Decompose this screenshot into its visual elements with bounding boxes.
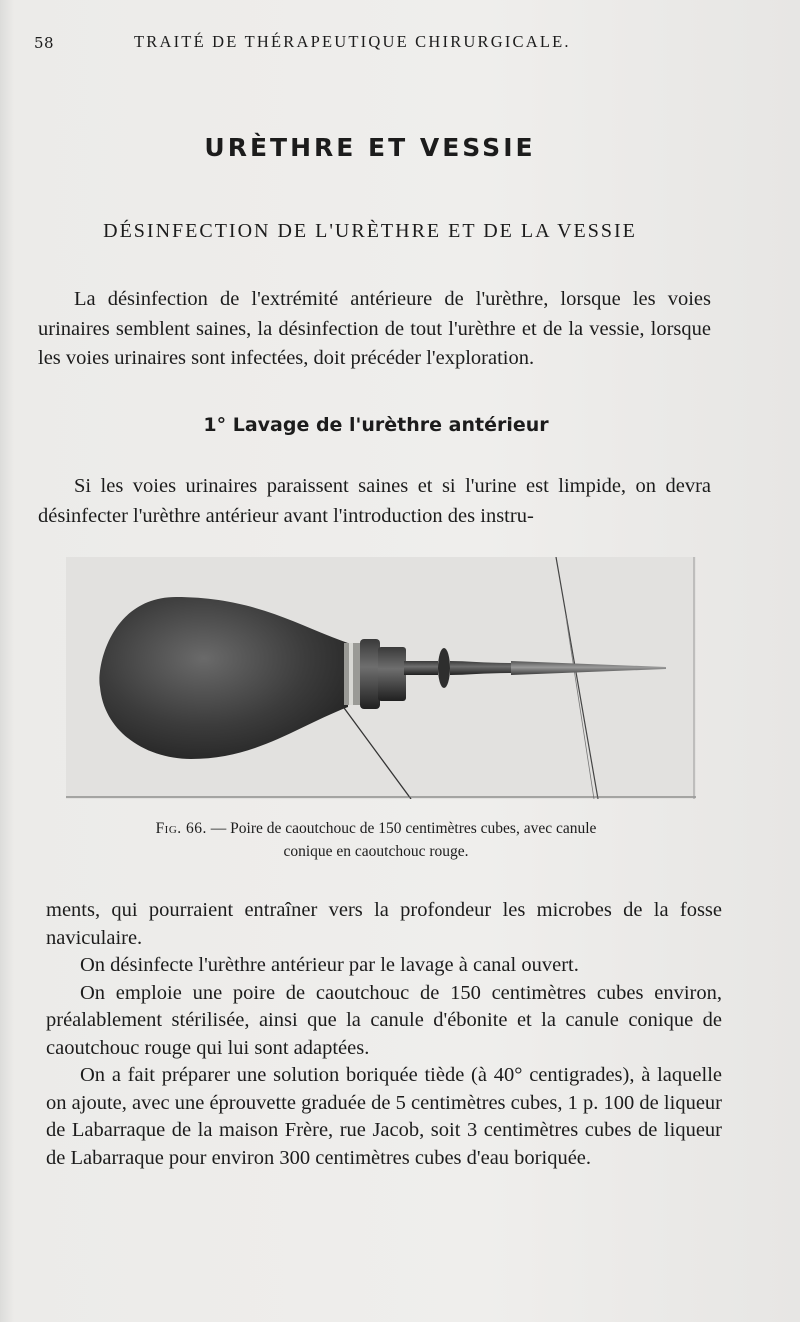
paragraph-lavage-canal: On désinfecte l'urèthre antérieur par le lavage à canal ouvert.: [80, 954, 579, 976]
chapter-title: URÈTHRE ET VESSIE: [204, 133, 536, 162]
paragraph-intro: La désinfection de l'extrémité antérieure de l'urèthre, lorsque les voies urinaires semblent saines, la désinfection de tout l'urèthre et de la vessie, lorsque les voies urinaires sont infectées, doit précéder l'exploration.: [38, 288, 711, 369]
running-header: [0, 30, 800, 54]
figure-rubber-bulb-syringe: [66, 557, 696, 799]
caption-text-1: — Poire de caoutchouc de 150 centimètres cubes, avec canule: [210, 820, 597, 837]
paragraph-solution: On a fait préparer une solution boriquée tiède (à 40° centigrades), à laquelle on ajoute, avec une éprouvette graduée de 5 centimètres cubes, 1 p. 100 de liqueur de Labarraque de la maison Frère, rue Jacob, soit 3 centimètres cubes de liqueur de Labarraque pour environ 300 centimètres cubes d'eau boriquée.: [46, 1064, 722, 1169]
section-title: DÉSINFECTION DE L'URÈTHRE ET DE LA VESSIE: [103, 220, 637, 242]
rubber-bulb-illustration: [66, 557, 696, 799]
paragraph-continuation: ments, qui pourraient entraîner vers la profondeur les microbes de la fosse naviculaire.: [46, 899, 722, 949]
paragraph-lavage: Si les voies urinaires paraissent saines et si l'urine est limpide, on devra désinfecter l'urèthre antérieur avant l'introduction des instru-: [38, 475, 711, 527]
figure-label: Fig. 66.: [155, 820, 207, 837]
caption-line-2: conique en caoutchouc rouge.: [283, 843, 469, 860]
subheading: 1° Lavage de l'urèthre antérieur: [203, 414, 549, 436]
body-text-continued: [46, 897, 722, 1172]
paragraph-poire: On emploie une poire de caoutchouc de 150 centimètres cubes environ, préalablement stérilisée, ainsi que la canule d'ébonite et la canule conique de caoutchouc rouge qui lui sont adaptées.: [46, 981, 722, 1059]
running-title: TRAITÉ DE THÉRAPEUTIQUE CHIRURGICALE.: [134, 32, 571, 51]
figure-caption: [0, 817, 752, 863]
caption-line-1: [0, 817, 752, 840]
page-number: 58: [34, 34, 55, 52]
